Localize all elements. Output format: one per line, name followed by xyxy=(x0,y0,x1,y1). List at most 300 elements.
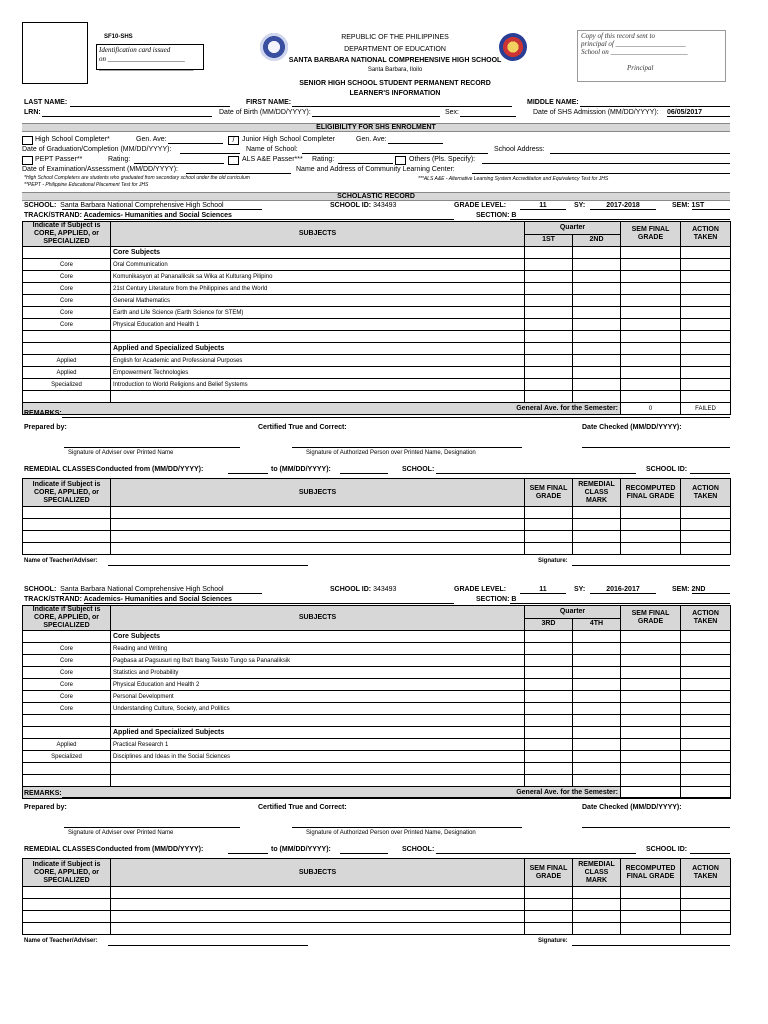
q2-grade[interactable] xyxy=(573,355,621,367)
subject-type: Core xyxy=(23,295,111,307)
table-row xyxy=(23,703,731,715)
table-row xyxy=(23,283,731,295)
subject-type: Core xyxy=(23,691,111,703)
school-id-row: SCHOOL ID: 343493 xyxy=(330,202,397,209)
republic-text: REPUBLIC OF THE PHILIPPINES xyxy=(341,34,449,41)
remedial-action-header: ACTION TAKEN xyxy=(681,479,731,507)
photo-box xyxy=(22,22,88,84)
action-cell[interactable] xyxy=(681,307,731,319)
q1-header: 3RD xyxy=(525,618,573,631)
sy-label: SY: xyxy=(574,586,586,593)
action-header: ACTION TAKEN xyxy=(681,222,731,247)
final-grade[interactable] xyxy=(621,271,681,283)
copy-blank xyxy=(581,56,722,64)
subject-type: Core xyxy=(23,319,111,331)
final-grade[interactable] xyxy=(621,679,681,691)
gen-ave-field[interactable] xyxy=(168,143,223,144)
name-of-school-label: Name of School: xyxy=(246,146,298,153)
to-label: to (MM/DD/YYYY): xyxy=(271,846,331,853)
action-cell[interactable] xyxy=(681,643,731,655)
subject-type: Applied xyxy=(23,739,111,751)
table-row xyxy=(23,739,731,751)
remedial-row[interactable] xyxy=(23,923,731,935)
authorized-signature-line[interactable] xyxy=(292,827,522,828)
q1-grade[interactable] xyxy=(525,355,573,367)
copy-signer: Principal xyxy=(627,64,654,72)
authorized-signature-line[interactable] xyxy=(292,447,522,448)
q1-grade[interactable] xyxy=(525,739,573,751)
q2-grade[interactable] xyxy=(573,679,621,691)
sy-label: SY: xyxy=(574,202,586,209)
remarks-label: REMARKS: xyxy=(24,790,62,797)
to-field[interactable] xyxy=(340,473,388,474)
signature-label: Signature: xyxy=(538,938,568,944)
table-row xyxy=(23,751,731,763)
sem-underline xyxy=(692,209,730,210)
subject-type: Core xyxy=(23,679,111,691)
track-underline xyxy=(84,603,454,604)
sem-final-header: SEM FINAL GRADE xyxy=(621,222,681,247)
q1-grade[interactable] xyxy=(525,295,573,307)
exam-date-label: Date of Examination/Assessment (MM/DD/YYYY): xyxy=(22,166,178,173)
subject-name: Empowerment Technologies xyxy=(111,367,525,379)
copy-line2: principal of ____________________ xyxy=(581,40,686,48)
subject-name: Oral Communication xyxy=(111,259,525,271)
jhs-completer-checkbox[interactable]: / xyxy=(228,136,239,145)
id-card-blank: ___________________________ xyxy=(99,64,194,72)
final-grade[interactable] xyxy=(621,751,681,763)
final-grade[interactable] xyxy=(621,655,681,667)
grades-table xyxy=(22,221,731,415)
dob-label: Date of Birth (MM/DD/YYYY): xyxy=(219,109,311,116)
table-row xyxy=(23,307,731,319)
remedial-row[interactable] xyxy=(23,887,731,899)
subject-name: Physical Education and Health 2 xyxy=(111,679,525,691)
remedial-indicate-header: Indicate if Subject is CORE, APPLIED, or SPECIALIZED xyxy=(23,479,111,507)
signature-field[interactable] xyxy=(572,945,730,946)
action-cell[interactable] xyxy=(681,319,731,331)
conducted-field[interactable] xyxy=(228,853,268,854)
section-underline xyxy=(510,603,730,604)
grade-level-value: 11 xyxy=(520,202,566,210)
subject-name: Disciplines and Ideas in the Social Sciences xyxy=(111,751,525,763)
exam-date-field[interactable] xyxy=(186,173,291,174)
final-grade[interactable] xyxy=(621,667,681,679)
note-hs-completer: *High School Completers are students who graduated from secondary school under the old curriculum xyxy=(24,175,250,181)
school-label-row: SCHOOL: Santa Barbara National Comprehensive High School xyxy=(24,202,224,209)
middle-name-label: MIDDLE NAME: xyxy=(527,99,579,106)
remedial-school-label: SCHOOL: xyxy=(402,466,435,473)
table-row xyxy=(23,259,731,271)
q2-grade[interactable] xyxy=(573,295,621,307)
teacher-field[interactable] xyxy=(108,565,308,566)
recomputed-header: RECOMPUTED FINAL GRADE xyxy=(621,859,681,887)
action-cell[interactable] xyxy=(681,295,731,307)
table-row xyxy=(23,295,731,307)
subject-name: Earth and Life Science (Earth Science for STEM) xyxy=(111,307,525,319)
grade-level-value: 11 xyxy=(520,586,566,594)
remedial-table xyxy=(22,478,731,555)
final-grade[interactable] xyxy=(621,319,681,331)
teacher-label: Name of Teacher/Adviser: xyxy=(24,938,98,944)
q2-header: 4TH xyxy=(573,618,621,631)
action-cell[interactable] xyxy=(681,259,731,271)
grad-date-label: Date of Graduation/Completion (MM/DD/YYYY): xyxy=(22,146,172,153)
subject-type: Core xyxy=(23,271,111,283)
conducted-label: Conducted from (MM/DD/YYYY): xyxy=(96,466,204,473)
adviser-signature-line[interactable] xyxy=(64,447,240,448)
q2-grade[interactable] xyxy=(573,643,621,655)
remedial-sem-final-header: SEM FINAL GRADE xyxy=(525,859,573,887)
remedial-school-id-field[interactable] xyxy=(690,853,730,854)
remedial-indicate-header: Indicate if Subject is CORE, APPLIED, or SPECIALIZED xyxy=(23,859,111,887)
table-row xyxy=(23,367,731,379)
action-cell[interactable] xyxy=(681,739,731,751)
prepared-by-label: Prepared by: xyxy=(24,804,67,811)
remedial-label: REMEDIAL CLASSES xyxy=(24,846,96,853)
q1-grade[interactable] xyxy=(525,319,573,331)
subject-name: Physical Education and Health 1 xyxy=(111,319,525,331)
action-cell[interactable] xyxy=(681,751,731,763)
q2-grade[interactable] xyxy=(573,367,621,379)
q1-grade[interactable] xyxy=(525,751,573,763)
school-name: SANTA BARBARA NATIONAL COMPREHENSIVE HIGH SCHOOL xyxy=(288,57,502,64)
final-grade[interactable] xyxy=(621,379,681,391)
gen-ave-label: Gen. Ave: xyxy=(136,136,167,143)
page-title: SENIOR HIGH SCHOOL STUDENT PERMANENT RECORD xyxy=(299,80,491,87)
remedial-school-id-field[interactable] xyxy=(690,473,730,474)
name-of-school-field[interactable] xyxy=(302,153,488,154)
final-grade[interactable] xyxy=(621,643,681,655)
signature-field[interactable] xyxy=(572,565,730,566)
indicate-header: Indicate if Subject is CORE, APPLIED, or SPECIALIZED xyxy=(23,222,111,247)
q2-grade[interactable] xyxy=(573,667,621,679)
gen-ave2-label: Gen. Ave: xyxy=(356,136,387,143)
action-cell[interactable] xyxy=(681,379,731,391)
last-name-field[interactable] xyxy=(70,106,230,107)
table-row xyxy=(23,679,731,691)
action-cell[interactable] xyxy=(681,283,731,295)
certified-label: Certified True and Correct: xyxy=(258,804,347,811)
date-checked-line[interactable] xyxy=(582,447,730,448)
sy-value: 2017-2018 xyxy=(590,202,656,210)
prepared-by-label: Prepared by: xyxy=(24,424,67,431)
final-grade[interactable] xyxy=(621,355,681,367)
remarks-label: REMARKS: xyxy=(24,410,62,417)
pept-checkbox[interactable] xyxy=(22,156,33,165)
section-row: SECTION: B xyxy=(476,212,517,219)
quarter-header: Quarter xyxy=(525,606,621,619)
school-address-field[interactable] xyxy=(550,153,730,154)
final-grade[interactable] xyxy=(621,367,681,379)
subject-type: Core xyxy=(23,655,111,667)
school-underline xyxy=(62,593,262,594)
q2-grade[interactable] xyxy=(573,703,621,715)
gen-ave-value: 0 xyxy=(621,403,681,415)
last-name-label: LAST NAME: xyxy=(24,99,68,106)
remarks-field[interactable] xyxy=(62,797,730,798)
subject-type: Core xyxy=(23,643,111,655)
others-checkbox[interactable] xyxy=(395,156,406,165)
eligibility-title: ELIGIBILITY FOR SHS ENROLMENT xyxy=(22,123,730,132)
q2-grade[interactable] xyxy=(573,319,621,331)
q1-grade[interactable] xyxy=(525,307,573,319)
sem-underline xyxy=(692,593,730,594)
copy-line1: Copy of this record sent to xyxy=(581,32,655,40)
adviser-signature-caption: Signature of Adviser over Printed Name xyxy=(68,450,174,456)
clc-label: Name and Address of Community Learning Center: xyxy=(296,166,455,173)
school-address: Santa Barbara, Iloilo xyxy=(367,67,423,73)
remedial-row[interactable] xyxy=(23,899,731,911)
conducted-field[interactable] xyxy=(228,473,268,474)
track-row: TRACK/STRAND: Academics- Humanities and Social Sciences xyxy=(24,596,232,603)
q1-grade[interactable] xyxy=(525,703,573,715)
action-header: ACTION TAKEN xyxy=(681,606,731,631)
final-grade[interactable] xyxy=(621,739,681,751)
section-row: SECTION: B xyxy=(476,596,517,603)
table-row xyxy=(23,691,731,703)
remedial-label: REMEDIAL CLASSES xyxy=(24,466,96,473)
q1-header: 1ST xyxy=(525,234,573,247)
remedial-sem-final-header: SEM FINAL GRADE xyxy=(525,479,573,507)
subject-type: Specialized xyxy=(23,751,111,763)
subjects-header: SUBJECTS xyxy=(111,222,525,247)
admission-label: Date of SHS Admission (MM/DD/YYYY): xyxy=(533,109,659,116)
subject-type: Specialized xyxy=(23,379,111,391)
sy-value: 2016-2017 xyxy=(590,586,656,594)
lrn-field[interactable] xyxy=(42,116,212,117)
subject-type: Core xyxy=(23,259,111,271)
clc-field[interactable] xyxy=(472,173,730,174)
remedial-row[interactable] xyxy=(23,507,731,519)
rating2-label: Rating: xyxy=(312,156,335,163)
subject-type: Core xyxy=(23,667,111,679)
final-grade[interactable] xyxy=(621,307,681,319)
grade-level-row: GRADE LEVEL: xyxy=(454,202,507,209)
subject-type: Core xyxy=(23,703,111,715)
action-cell[interactable] xyxy=(681,679,731,691)
final-grade[interactable] xyxy=(621,703,681,715)
q1-grade[interactable] xyxy=(525,643,573,655)
q2-grade[interactable] xyxy=(573,379,621,391)
others-field[interactable] xyxy=(482,163,730,164)
remedial-row[interactable] xyxy=(23,531,731,543)
subject-name: Personal Development xyxy=(111,691,525,703)
action-cell[interactable] xyxy=(681,691,731,703)
table-row xyxy=(23,655,731,667)
remedial-school-id-label: SCHOOL ID: xyxy=(646,466,688,473)
q1-grade[interactable] xyxy=(525,655,573,667)
q1-grade[interactable] xyxy=(525,379,573,391)
authorized-signature-caption: Signature of Authorized Person over Printed Name, Designation xyxy=(306,830,476,836)
adviser-signature-caption: Signature of Adviser over Printed Name xyxy=(68,830,174,836)
remedial-action-header: ACTION TAKEN xyxy=(681,859,731,887)
q1-grade[interactable] xyxy=(525,667,573,679)
school-underline xyxy=(62,209,262,210)
form-code: SF10-SHS xyxy=(104,34,133,40)
date-checked-label: Date Checked (MM/DD/YYYY): xyxy=(582,804,682,811)
table-row xyxy=(23,379,731,391)
gen-ave2-field[interactable] xyxy=(388,143,443,144)
remedial-mark-header: REMEDIAL CLASS MARK xyxy=(573,859,621,887)
subject-name: Reading and Writing xyxy=(111,643,525,655)
remedial-school-field[interactable] xyxy=(436,473,636,474)
first-name-label: FIRST NAME: xyxy=(246,99,292,106)
lrn-label: LRN: xyxy=(24,109,41,116)
section-underline xyxy=(510,219,730,220)
action-cell[interactable] xyxy=(681,271,731,283)
school-label-row: SCHOOL: Santa Barbara National Comprehensive High School xyxy=(24,586,224,593)
signature-label: Signature: xyxy=(538,558,568,564)
remedial-row[interactable] xyxy=(23,911,731,923)
core-subjects-heading: Core Subjects xyxy=(111,247,525,259)
authorized-signature-caption: Signature of Authorized Person over Printed Name, Designation xyxy=(306,450,476,456)
hs-completer-checkbox[interactable] xyxy=(22,136,33,145)
sem-row: SEM: 2ND xyxy=(672,586,706,593)
q2-grade[interactable] xyxy=(573,283,621,295)
q2-grade[interactable] xyxy=(573,271,621,283)
final-grade[interactable] xyxy=(621,283,681,295)
track-underline xyxy=(84,219,454,220)
q2-grade[interactable] xyxy=(573,751,621,763)
others-label: Others (Pls. Specify): xyxy=(409,156,476,163)
remedial-subjects-header: SUBJECTS xyxy=(111,479,525,507)
date-checked-label: Date Checked (MM/DD/YYYY): xyxy=(582,424,682,431)
adviser-signature-line[interactable] xyxy=(64,827,240,828)
als-checkbox[interactable] xyxy=(228,156,239,165)
remedial-row[interactable] xyxy=(23,543,731,555)
applied-subjects-heading: Applied and Specialized Subjects xyxy=(111,343,525,355)
remedial-school-field[interactable] xyxy=(436,853,636,854)
subject-name: Practical Research 1 xyxy=(111,739,525,751)
q1-grade[interactable] xyxy=(525,271,573,283)
q2-grade[interactable] xyxy=(573,259,621,271)
gen-ave-sem-label: General Ave. for the Semester: xyxy=(23,787,621,799)
table-row xyxy=(23,319,731,331)
subject-type: Applied xyxy=(23,355,111,367)
copy-record-box xyxy=(577,30,726,82)
subject-name: Understanding Culture, Society, and Politics xyxy=(111,703,525,715)
table-row xyxy=(23,355,731,367)
scholastic-title: SCHOLASTIC RECORD xyxy=(22,192,730,201)
hs-completer-label: High School Completer* xyxy=(35,136,110,143)
pept-label: PEPT Passer** xyxy=(35,156,83,163)
indicate-header: Indicate if Subject is CORE, APPLIED, or SPECIALIZED xyxy=(23,606,111,631)
q1-grade[interactable] xyxy=(525,679,573,691)
recomputed-header: RECOMPUTED FINAL GRADE xyxy=(621,479,681,507)
remedial-mark-header: REMEDIAL CLASS MARK xyxy=(573,479,621,507)
subject-type: Applied xyxy=(23,367,111,379)
action-cell[interactable] xyxy=(681,703,731,715)
note-als: ***ALS A&E - Alternative Learning System Accreditation and Equivalency Test for JHS xyxy=(418,176,609,182)
rating1-field[interactable] xyxy=(134,163,224,164)
q2-grade[interactable] xyxy=(573,691,621,703)
middle-name-field[interactable] xyxy=(580,106,730,107)
sex-label: Sex: xyxy=(445,109,460,116)
action-cell[interactable] xyxy=(681,655,731,667)
final-grade[interactable] xyxy=(621,295,681,307)
q1-grade[interactable] xyxy=(525,283,573,295)
action-cell[interactable] xyxy=(681,355,731,367)
grad-date-field[interactable] xyxy=(180,153,240,154)
subject-name: Pagbasa at Pagsusuri ng Iba't Ibang Teksto Tungo sa Pananaliksik xyxy=(111,655,525,667)
rating2-field[interactable] xyxy=(338,163,393,164)
jhs-completer-label: Junior High School Completer xyxy=(242,136,335,143)
remedial-subjects-header: SUBJECTS xyxy=(111,859,525,887)
copy-line3: School on ______________________ xyxy=(581,48,688,56)
action-cell[interactable] xyxy=(681,367,731,379)
q2-header: 2ND xyxy=(573,234,621,247)
certified-label: Certified True and Correct: xyxy=(258,424,347,431)
conducted-label: Conducted from (MM/DD/YYYY): xyxy=(96,846,204,853)
note-pept: **PEPT - Philippine Educational Placement Test for JHS xyxy=(24,182,149,188)
remedial-school-label: SCHOOL: xyxy=(402,846,435,853)
table-row xyxy=(23,271,731,283)
q2-grade[interactable] xyxy=(573,655,621,667)
action-value: FAILED xyxy=(681,403,731,415)
to-field[interactable] xyxy=(340,853,388,854)
subject-type: Core xyxy=(23,307,111,319)
sex-field[interactable] xyxy=(460,116,516,117)
q1-grade[interactable] xyxy=(525,367,573,379)
subject-name: General Mathematics xyxy=(111,295,525,307)
first-name-field[interactable] xyxy=(292,106,512,107)
remarks-field[interactable] xyxy=(62,417,730,418)
sem-row: SEM: 1ST xyxy=(672,202,705,209)
subjects-header: SUBJECTS xyxy=(111,606,525,631)
q2-grade[interactable] xyxy=(573,739,621,751)
table-row xyxy=(23,667,731,679)
subject-name: Komunikasyon at Pananaliksik sa Wika at Kulturang Pilipino xyxy=(111,271,525,283)
applied-subjects-heading: Applied and Specialized Subjects xyxy=(111,727,525,739)
final-grade[interactable] xyxy=(621,691,681,703)
action-cell[interactable] xyxy=(681,667,731,679)
to-label: to (MM/DD/YYYY): xyxy=(271,466,331,473)
table-row xyxy=(23,643,731,655)
subject-name: English for Academic and Professional Purposes xyxy=(111,355,525,367)
remedial-row[interactable] xyxy=(23,519,731,531)
remedial-school-id-label: SCHOOL ID: xyxy=(646,846,688,853)
sem-final-header: SEM FINAL GRADE xyxy=(621,606,681,631)
school-id-row: SCHOOL ID: 343493 xyxy=(330,586,397,593)
admission-value[interactable]: 06/05/2017 xyxy=(667,109,730,117)
subject-type: Core xyxy=(23,283,111,295)
q1-grade[interactable] xyxy=(525,259,573,271)
department-text: DEPARTMENT OF EDUCATION xyxy=(344,46,446,53)
quarter-header: Quarter xyxy=(525,222,621,235)
dob-field[interactable] xyxy=(312,116,440,117)
subject-name: Introduction to World Religions and Belief Systems xyxy=(111,379,525,391)
id-card-line1: Identification card issued xyxy=(99,46,171,54)
date-checked-line[interactable] xyxy=(582,827,730,828)
page-subtitle: LEARNER'S INFORMATION xyxy=(349,90,441,97)
teacher-label: Name of Teacher/Adviser: xyxy=(24,558,98,564)
rating1-label: Rating: xyxy=(108,156,131,163)
q1-grade[interactable] xyxy=(525,691,573,703)
id-card-note xyxy=(96,44,204,70)
grades-table xyxy=(22,605,731,799)
subject-name: 21st Century Literature from the Philippines and the World xyxy=(111,283,525,295)
final-grade[interactable] xyxy=(621,259,681,271)
grade-level-row: GRADE LEVEL: xyxy=(454,586,507,593)
q2-grade[interactable] xyxy=(573,307,621,319)
teacher-field[interactable] xyxy=(108,945,308,946)
subject-name: Statistics and Probability xyxy=(111,667,525,679)
gen-ave-sem-label: General Ave. for the Semester: xyxy=(23,403,621,415)
id-card-line2: on ______________________ xyxy=(99,55,185,63)
school-address-label: School Address: xyxy=(494,146,545,153)
core-subjects-heading: Core Subjects xyxy=(111,631,525,643)
